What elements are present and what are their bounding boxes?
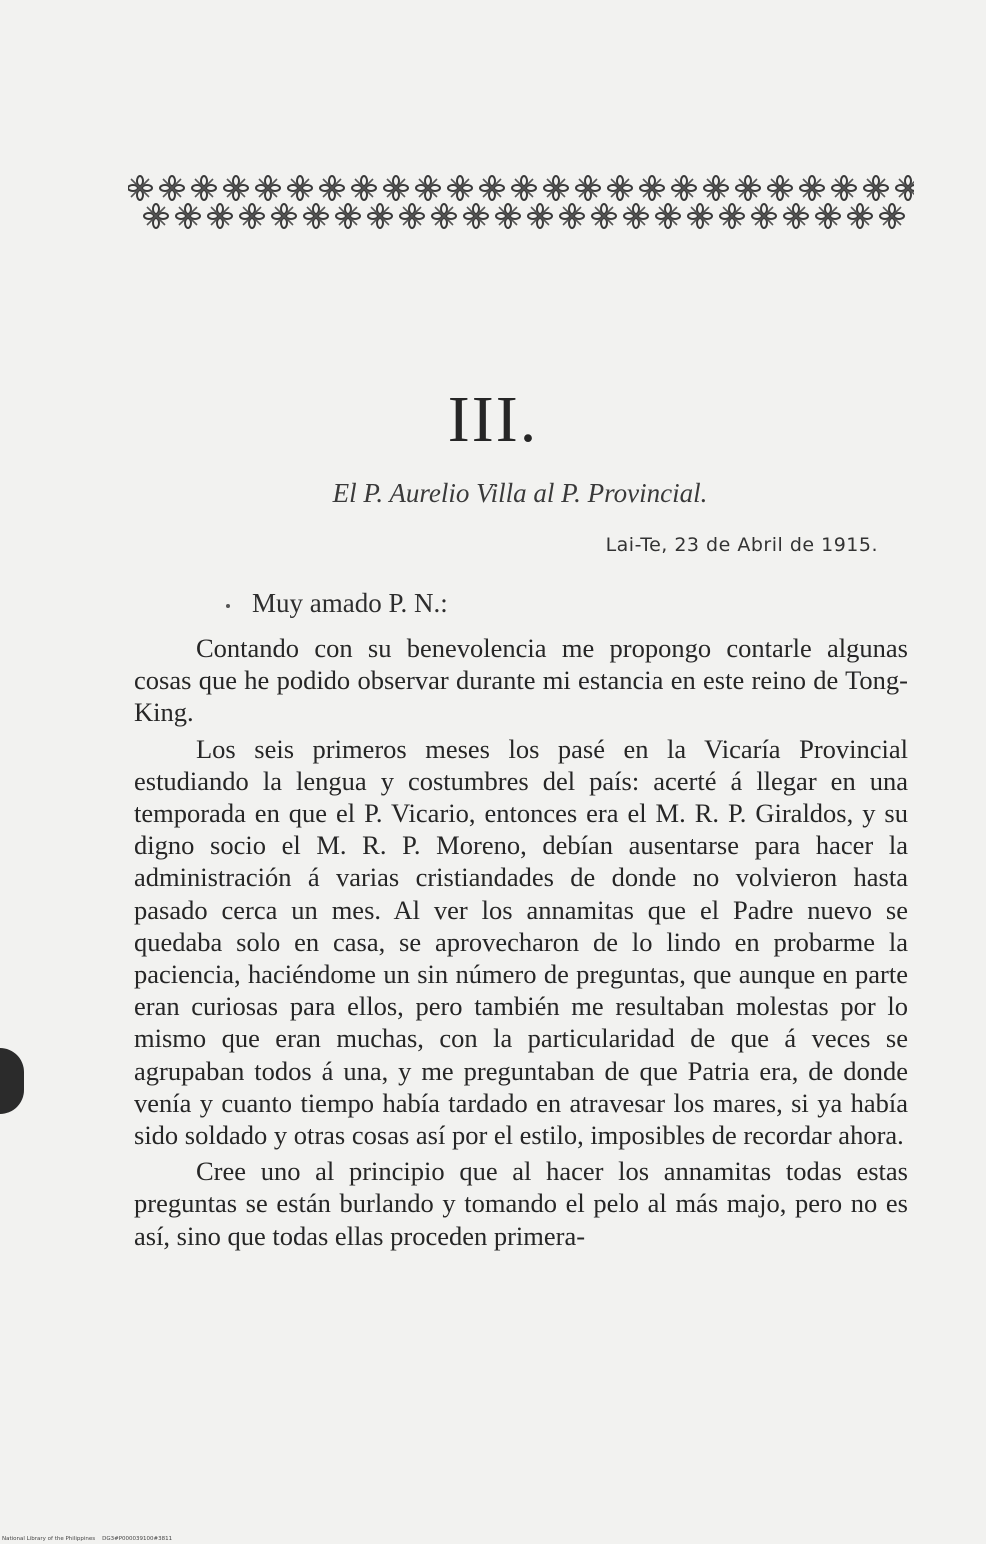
floral-border-ornament-icon (128, 170, 914, 236)
letter-body (134, 632, 908, 1256)
page-edge-shadow (0, 1048, 24, 1114)
salutation: Muy amado P. N.: (252, 588, 448, 618)
paragraph: Contando con su benevolencia me propongo contarle algunas cosas que he podido observar durante mi estancia en este reino de Tong-King. (134, 633, 908, 728)
paragraph: Cree uno al principio que al hacer los annamitas todas estas preguntas se están burlando y tomando el pelo al más majo, pero no es así, sino que todas ellas proceden primera- (134, 1156, 908, 1251)
chapter-heading: III. (447, 383, 539, 456)
paragraph: Los seis primeros meses los pasé en la Vicaría Provincial estudiando la lengua y costumbres del país: acerté á llegar en una temporada en que el P. Vicario, entonces era el M. R. P. Giraldos, y su digno socio el M. R. P. Moreno, debían ausentarse para hacer la administración á varias cristiandades de donde no volvieron hasta pasado cerca un mes. Al ver los annamitas que el Padre nuevo se quedaba solo en casa, se aprovecharon de lo lindo en probarme la paciencia, haciéndome un sin número de preguntas, que aunque en parte eran curiosas para ellos, pero también me resultaban molestas por lo mismo que eran muchas, con la particularidad de que á veces se agrupaban todos á una, y me preguntaban de que Patria era, de donde venía y cuanto tiempo había tardado en atravesar los mares, si ya había sido soldado y otras cosas así por el estilo, imposibles de recordar ahora. (134, 733, 908, 1151)
ink-speck (226, 604, 230, 608)
letter-subtitle: El P. Aurelio Villa al P. Provincial. (332, 478, 708, 508)
library-footer: National Library of the Philippines DG3#P000039100#3811 (2, 1536, 173, 1542)
dateline: Lai-Te, 23 de Abril de 1915. (605, 534, 878, 556)
